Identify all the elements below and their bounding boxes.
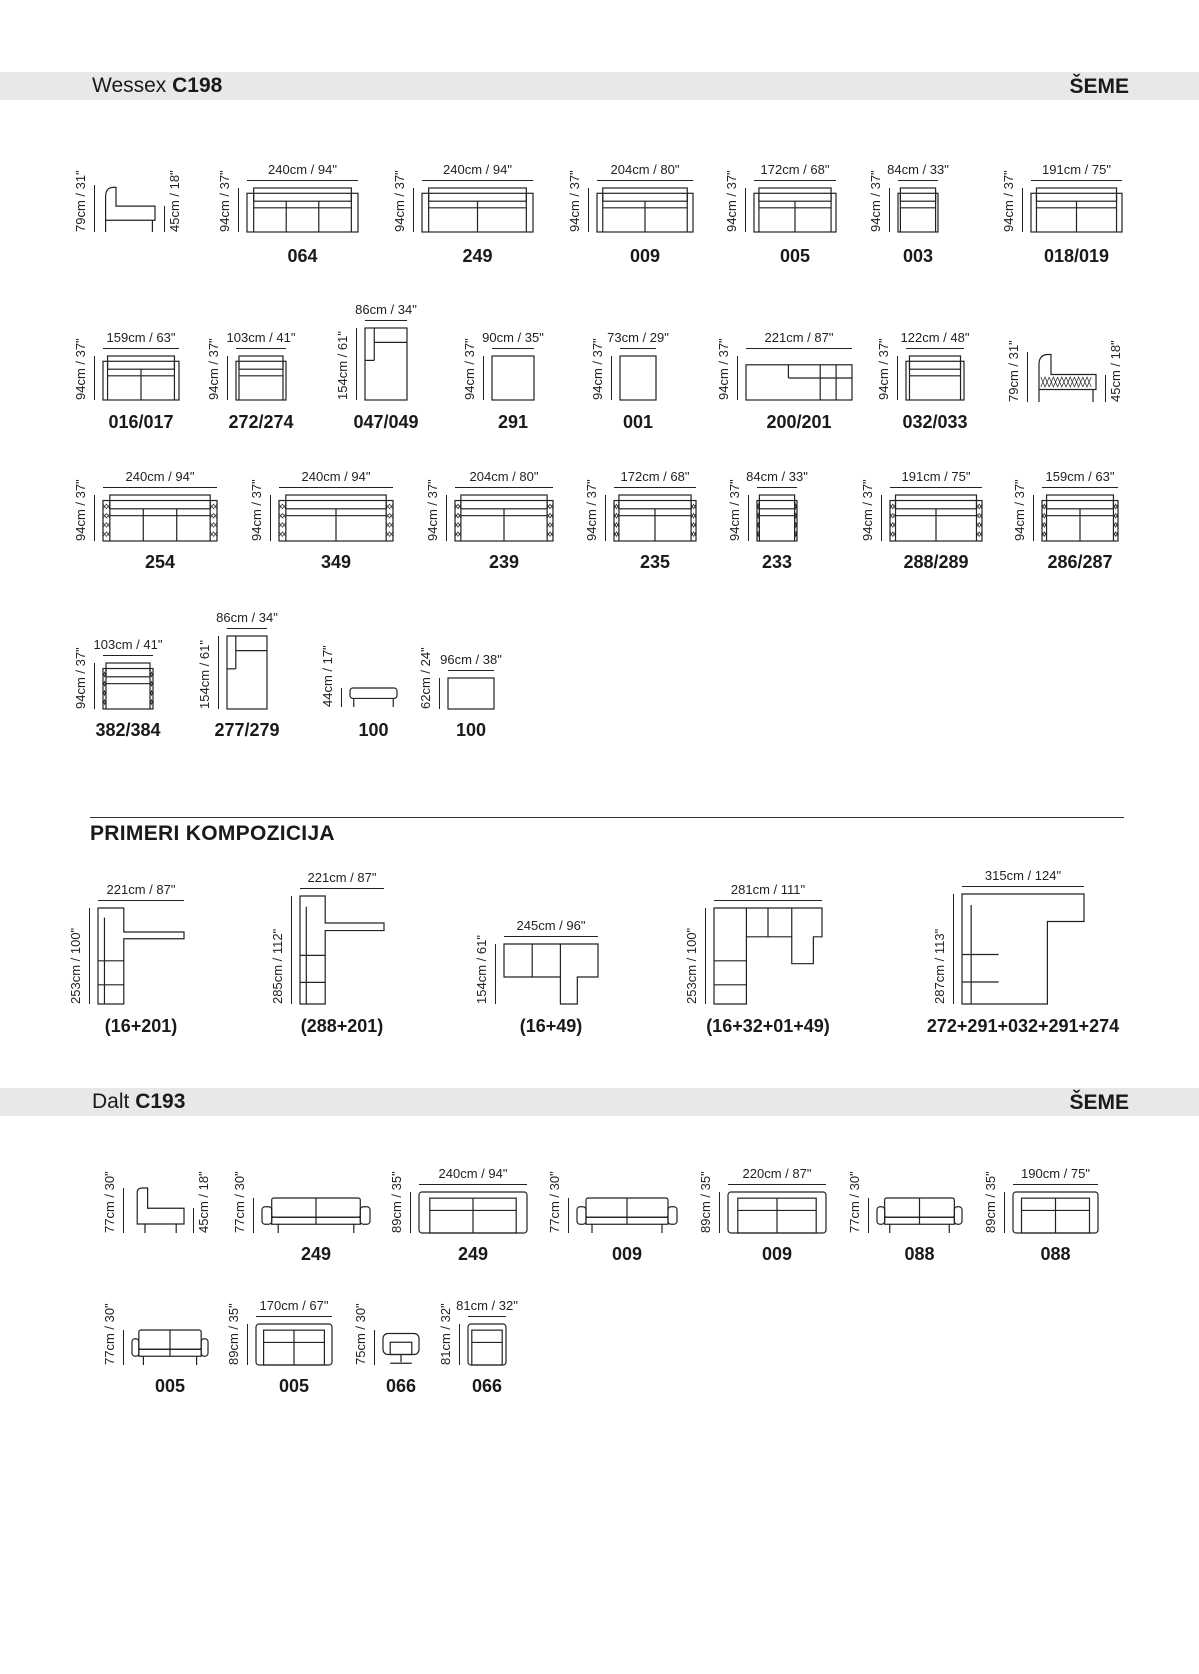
dalt-title-name: Dalt [92, 1090, 136, 1113]
dalt-item [102, 1303, 208, 1396]
height-dimension: 77cm / 30" [102, 1303, 117, 1365]
wessex-drawing [898, 188, 938, 232]
height-dimension: 285cm / 112" [270, 928, 285, 1004]
wessex-code: 254 [144, 552, 176, 572]
wessex-drawing [279, 495, 393, 541]
dalt-code: 009 [611, 1244, 643, 1264]
width-dimension-line [103, 655, 153, 656]
height-dimension: 94cm / 37" [206, 338, 221, 400]
width-dimension-line [714, 900, 822, 901]
width-dimension-line [898, 180, 938, 181]
height-dimension-line [588, 188, 589, 232]
wessex-item [425, 469, 553, 572]
width-dimension: 221cm / 87" [307, 870, 377, 885]
composition-item [270, 870, 384, 1036]
wessex-item [1001, 162, 1122, 266]
height-dimension: 89cm / 35" [389, 1171, 404, 1233]
height-dimension: 94cm / 37" [1012, 479, 1027, 541]
wessex-drawing [597, 188, 693, 232]
dalt-scheme-label: ŠEME [1069, 1091, 1129, 1114]
width-dimension: 204cm / 80" [469, 469, 539, 484]
width-dimension-line [365, 320, 407, 321]
height-dimension: 94cm / 37" [249, 479, 264, 541]
width-dimension-line [103, 348, 179, 349]
height-dimension: 154cm / 61" [335, 331, 350, 400]
wessex-code: 233 [761, 552, 793, 572]
height-dimension: 154cm / 61" [474, 935, 489, 1004]
wessex-code: 291 [497, 412, 529, 432]
wessex-item [462, 330, 544, 432]
height-dimension: 94cm / 37" [217, 170, 232, 232]
wessex-item [1006, 340, 1123, 402]
height-dimension: 94cm / 37" [724, 170, 739, 232]
wessex-item [727, 469, 808, 572]
height-dimension: 89cm / 35" [983, 1171, 998, 1233]
wessex-item [716, 330, 852, 432]
height-dimension-line [89, 908, 90, 1004]
seat-height-line [1105, 375, 1106, 403]
width-dimension-line [597, 180, 693, 181]
wessex-item [73, 637, 163, 740]
composition-code: (16+32+01+49) [706, 1016, 830, 1036]
seat-height-dimension: 45cm / 18" [1108, 340, 1123, 402]
width-dimension-line [757, 487, 797, 488]
width-dimension: 204cm / 80" [610, 162, 680, 177]
dalt-code: 066 [385, 1376, 417, 1396]
width-dimension: 315cm / 124" [984, 868, 1062, 883]
wessex-drawing [236, 356, 286, 400]
width-dimension: 84cm / 33" [887, 162, 949, 177]
width-dimension: 240cm / 94" [443, 162, 512, 177]
height-dimension: 77cm / 30" [547, 1171, 562, 1233]
dalt-drawing [577, 1198, 677, 1233]
width-dimension: 240cm / 94" [301, 469, 371, 484]
height-dimension-line [881, 495, 882, 541]
height-dimension: 62cm / 24" [418, 647, 433, 709]
width-dimension-line [890, 487, 982, 488]
dalt-drawing [468, 1324, 506, 1365]
height-dimension-line [123, 1330, 124, 1365]
dalt-drawing [383, 1330, 419, 1365]
wessex-item [1012, 469, 1118, 572]
dalt-code: 088 [904, 1244, 935, 1264]
wessex-code: 382/384 [95, 720, 161, 740]
wessex-title-name: Wessex [92, 74, 173, 97]
seat-height-dimension: 45cm / 18" [167, 170, 182, 232]
wessex-item [584, 469, 696, 572]
wessex-drawing [247, 188, 358, 232]
composition-item [68, 882, 184, 1036]
wessex-code: 009 [629, 246, 661, 266]
width-dimension-line [728, 1184, 826, 1185]
wessex-item [567, 162, 693, 266]
height-dimension: 77cm / 30" [102, 1171, 117, 1233]
dalt-item [847, 1171, 962, 1264]
height-dimension: 253cm / 100" [68, 927, 83, 1004]
width-dimension: 103cm / 41" [93, 637, 163, 652]
width-dimension-line [256, 1316, 332, 1317]
height-dimension-line [719, 1192, 720, 1233]
dalt-code: 009 [761, 1244, 793, 1264]
seat-height-line [164, 206, 165, 232]
dalt-code: 249 [300, 1244, 332, 1264]
width-dimension-line [448, 670, 494, 671]
height-dimension-line [94, 495, 95, 541]
width-dimension-line [1042, 487, 1118, 488]
width-dimension: 159cm / 63" [1045, 469, 1115, 484]
width-dimension: 159cm / 63" [106, 330, 176, 345]
wessex-drawing [455, 495, 553, 541]
height-dimension: 94cm / 37" [868, 170, 883, 232]
wessex-drawing [620, 356, 656, 400]
dalt-title-code: C193 [135, 1090, 186, 1113]
height-dimension-line [413, 188, 414, 232]
height-dimension-line [1027, 352, 1028, 402]
height-dimension-line [748, 495, 749, 541]
width-dimension: 281cm / 111" [730, 882, 806, 897]
width-dimension-line [962, 886, 1084, 887]
wessex-code: 277/279 [214, 720, 280, 740]
wessex-drawing [422, 188, 533, 232]
seat-height-line [193, 1208, 194, 1233]
wessex-drawing [103, 663, 153, 709]
height-dimension-line [247, 1324, 248, 1365]
height-dimension-line [94, 663, 95, 709]
wessex-item [73, 170, 182, 232]
width-dimension: 122cm / 48" [900, 330, 970, 345]
dalt-drawing [262, 1198, 370, 1233]
width-dimension: 190cm / 75" [1021, 1166, 1090, 1181]
wessex-item [724, 162, 836, 266]
wessex-item [73, 469, 217, 572]
height-dimension-line [1033, 495, 1034, 541]
height-dimension: 44cm / 17" [320, 645, 335, 707]
wessex-code: 288/289 [903, 552, 969, 572]
height-dimension: 75cm / 30" [353, 1303, 368, 1365]
dalt-code: 066 [471, 1376, 503, 1396]
width-dimension: 86cm / 34" [355, 302, 417, 317]
width-dimension-line [620, 348, 656, 349]
height-dimension: 94cm / 37" [73, 647, 88, 709]
wessex-code: 001 [622, 412, 654, 432]
dalt-header-band [0, 1088, 1199, 1116]
width-dimension-line [236, 348, 286, 349]
dalt-item [547, 1171, 677, 1264]
height-dimension: 94cm / 37" [425, 479, 440, 541]
height-dimension-line [483, 356, 484, 400]
dalt-item [389, 1166, 527, 1264]
wessex-drawing [448, 678, 494, 709]
dalt-item [983, 1166, 1098, 1264]
dalt-item [353, 1303, 419, 1396]
width-dimension-line [906, 348, 964, 349]
width-dimension: 103cm / 41" [226, 330, 296, 345]
wessex-drawing [757, 495, 797, 541]
composition-code: (16+201) [104, 1016, 178, 1036]
dalt-code: 249 [457, 1244, 489, 1264]
height-dimension: 94cm / 37" [1001, 170, 1016, 232]
composition-drawing [962, 894, 1084, 1004]
height-dimension-line [605, 495, 606, 541]
wessex-drawing [103, 495, 217, 541]
wessex-drawing [365, 328, 407, 400]
height-dimension-line [356, 328, 357, 400]
wessex-item [197, 610, 280, 740]
width-dimension: 220cm / 87" [742, 1166, 812, 1181]
width-dimension: 191cm / 75" [1042, 162, 1111, 177]
wessex-drawing [754, 188, 836, 232]
width-dimension: 86cm / 34" [216, 610, 278, 625]
wessex-item [860, 469, 982, 572]
dalt-item [232, 1171, 370, 1264]
height-dimension-line [123, 1188, 124, 1233]
width-dimension-line [419, 1184, 527, 1185]
width-dimension-line [504, 936, 598, 937]
wessex-item [418, 647, 502, 740]
wessex-code: 286/287 [1047, 552, 1113, 572]
wessex-item [206, 330, 296, 432]
height-dimension-line [253, 1198, 254, 1233]
wessex-drawing [103, 185, 155, 232]
wessex-code: 349 [320, 552, 352, 572]
width-dimension: 221cm / 87" [106, 882, 176, 897]
width-dimension-line [300, 888, 384, 889]
height-dimension-line [611, 356, 612, 400]
dalt-drawing [256, 1324, 332, 1365]
width-dimension: 240cm / 94" [438, 1166, 508, 1181]
height-dimension-line [889, 188, 890, 232]
width-dimension: 81cm / 32" [456, 1298, 518, 1313]
wessex-code: 003 [902, 246, 934, 266]
height-dimension: 94cm / 37" [567, 170, 582, 232]
wessex-drawing [227, 636, 267, 709]
height-dimension-line [446, 495, 447, 541]
width-dimension: 96cm / 38" [440, 652, 502, 667]
width-dimension-line [1013, 1184, 1098, 1185]
composition-code: (16+49) [519, 1016, 583, 1036]
wessex-code: 005 [779, 246, 811, 266]
wessex-item [217, 162, 358, 266]
wessex-code: 047/049 [353, 412, 419, 432]
width-dimension: 90cm / 35" [482, 330, 544, 345]
height-dimension-line [341, 688, 342, 707]
height-dimension-line [439, 678, 440, 709]
height-dimension-line [897, 356, 898, 400]
height-dimension: 89cm / 35" [698, 1171, 713, 1233]
dalt-code: 005 [154, 1376, 186, 1396]
width-dimension: 170cm / 67" [259, 1298, 329, 1313]
wessex-drawing [1042, 495, 1118, 541]
dalt-title [92, 1090, 185, 1114]
wessex-code: 100 [455, 720, 487, 740]
height-dimension-line [745, 188, 746, 232]
wessex-drawing [746, 356, 852, 400]
dalt-drawing [1013, 1192, 1098, 1233]
width-dimension-line [754, 180, 836, 181]
wessex-code: 100 [358, 720, 389, 740]
height-dimension-line [218, 636, 219, 709]
wessex-item [868, 162, 949, 266]
wessex-code: 032/033 [902, 412, 968, 432]
wessex-item [73, 330, 179, 432]
height-dimension-line [459, 1324, 460, 1365]
seat-height-dimension: 45cm / 18" [196, 1171, 211, 1233]
height-dimension: 94cm / 37" [727, 479, 742, 541]
composition-drawing [714, 908, 822, 1004]
composition-code: (288+201) [300, 1016, 384, 1036]
width-dimension: 240cm / 94" [268, 162, 337, 177]
height-dimension: 77cm / 30" [232, 1171, 247, 1233]
height-dimension: 89cm / 35" [226, 1303, 241, 1365]
wessex-item [876, 330, 970, 432]
width-dimension-line [468, 1316, 506, 1317]
width-dimension: 240cm / 94" [125, 469, 195, 484]
width-dimension-line [746, 348, 852, 349]
composition-drawing [98, 908, 184, 1004]
wessex-code: 200/201 [766, 412, 832, 432]
width-dimension: 191cm / 75" [901, 469, 971, 484]
wessex-code: 064 [287, 246, 318, 266]
composition-item [474, 918, 598, 1036]
wessex-code: 018/019 [1043, 246, 1110, 266]
wessex-item [392, 162, 533, 266]
composition-drawing [504, 944, 598, 1004]
wessex-drawing [1031, 188, 1122, 232]
wessex-title-code: C198 [172, 74, 223, 97]
width-dimension: 245cm / 96" [516, 918, 586, 933]
wessex-drawing [614, 495, 696, 541]
width-dimension: 221cm / 87" [764, 330, 834, 345]
width-dimension-line [1031, 180, 1122, 181]
wessex-title [92, 74, 222, 98]
width-dimension-line [227, 628, 267, 629]
width-dimension: 172cm / 68" [620, 469, 690, 484]
wessex-drawing [906, 356, 964, 400]
dalt-drawing [728, 1192, 826, 1233]
height-dimension: 79cm / 31" [1006, 340, 1021, 402]
height-dimension-line [1022, 188, 1023, 232]
width-dimension: 172cm / 68" [760, 162, 830, 177]
dalt-drawing [132, 1188, 184, 1233]
height-dimension: 77cm / 30" [847, 1171, 862, 1233]
height-dimension-line [238, 188, 239, 232]
height-dimension-line [270, 495, 271, 541]
dalt-drawing [877, 1198, 962, 1233]
width-dimension: 73cm / 29" [607, 330, 669, 345]
height-dimension-line [737, 356, 738, 400]
wessex-item [590, 330, 669, 432]
dalt-item [698, 1166, 826, 1264]
height-dimension-line [410, 1192, 411, 1233]
wessex-code: 235 [639, 552, 671, 572]
compositions-divider [90, 817, 1124, 818]
wessex-code: 239 [488, 552, 520, 572]
width-dimension-line [247, 180, 358, 181]
height-dimension: 94cm / 37" [584, 479, 599, 541]
height-dimension: 94cm / 37" [876, 338, 891, 400]
height-dimension-line [94, 356, 95, 400]
height-dimension-line [374, 1330, 375, 1365]
height-dimension: 287cm / 113" [932, 928, 947, 1004]
wessex-drawing [350, 688, 397, 707]
wessex-code: 272/274 [228, 412, 294, 432]
height-dimension-line [568, 1198, 569, 1233]
width-dimension-line [98, 900, 184, 901]
dalt-code: 005 [278, 1376, 310, 1396]
height-dimension: 79cm / 31" [73, 170, 88, 232]
width-dimension-line [103, 487, 217, 488]
height-dimension-line [227, 356, 228, 400]
wessex-drawing [890, 495, 982, 541]
height-dimension-line [705, 908, 706, 1004]
height-dimension: 94cm / 37" [590, 338, 605, 400]
compositions-heading: PRIMERI KOMPOZICIJA [90, 822, 335, 845]
composition-drawing [300, 896, 384, 1004]
height-dimension-line [495, 944, 496, 1004]
height-dimension-line [1004, 1192, 1005, 1233]
width-dimension-line [614, 487, 696, 488]
width-dimension-line [492, 348, 534, 349]
wessex-scheme-label: ŠEME [1069, 75, 1129, 98]
height-dimension-line [953, 894, 954, 1004]
dalt-item [102, 1171, 211, 1233]
height-dimension: 253cm / 100" [684, 927, 699, 1004]
wessex-code: 249 [462, 246, 493, 266]
dalt-item [226, 1298, 332, 1396]
height-dimension: 154cm / 61" [197, 640, 212, 709]
wessex-code: 016/017 [108, 412, 174, 432]
composition-item [684, 882, 830, 1036]
wessex-drawing [1036, 352, 1096, 402]
height-dimension-line [868, 1198, 869, 1233]
width-dimension-line [455, 487, 553, 488]
width-dimension-line [422, 180, 533, 181]
height-dimension-line [291, 896, 292, 1004]
wessex-item [320, 645, 397, 740]
wessex-header-band [0, 72, 1199, 100]
height-dimension: 81cm / 32" [438, 1303, 453, 1365]
height-dimension: 94cm / 37" [73, 338, 88, 400]
width-dimension-line [279, 487, 393, 488]
dalt-drawing [419, 1192, 527, 1233]
composition-code: 272+291+032+291+274 [926, 1016, 1120, 1036]
width-dimension: 84cm / 33" [746, 469, 808, 484]
height-dimension-line [94, 185, 95, 232]
dalt-item [438, 1298, 518, 1396]
height-dimension: 94cm / 37" [462, 338, 477, 400]
height-dimension: 94cm / 37" [392, 170, 407, 232]
wessex-item [335, 302, 419, 432]
dalt-code: 088 [1040, 1244, 1071, 1264]
composition-item [926, 868, 1120, 1036]
wessex-item [249, 469, 393, 572]
wessex-drawing [103, 356, 179, 400]
dalt-drawing [132, 1330, 208, 1365]
wessex-drawing [492, 356, 534, 400]
height-dimension: 94cm / 37" [73, 479, 88, 541]
height-dimension: 94cm / 37" [716, 338, 731, 400]
height-dimension: 94cm / 37" [860, 479, 875, 541]
